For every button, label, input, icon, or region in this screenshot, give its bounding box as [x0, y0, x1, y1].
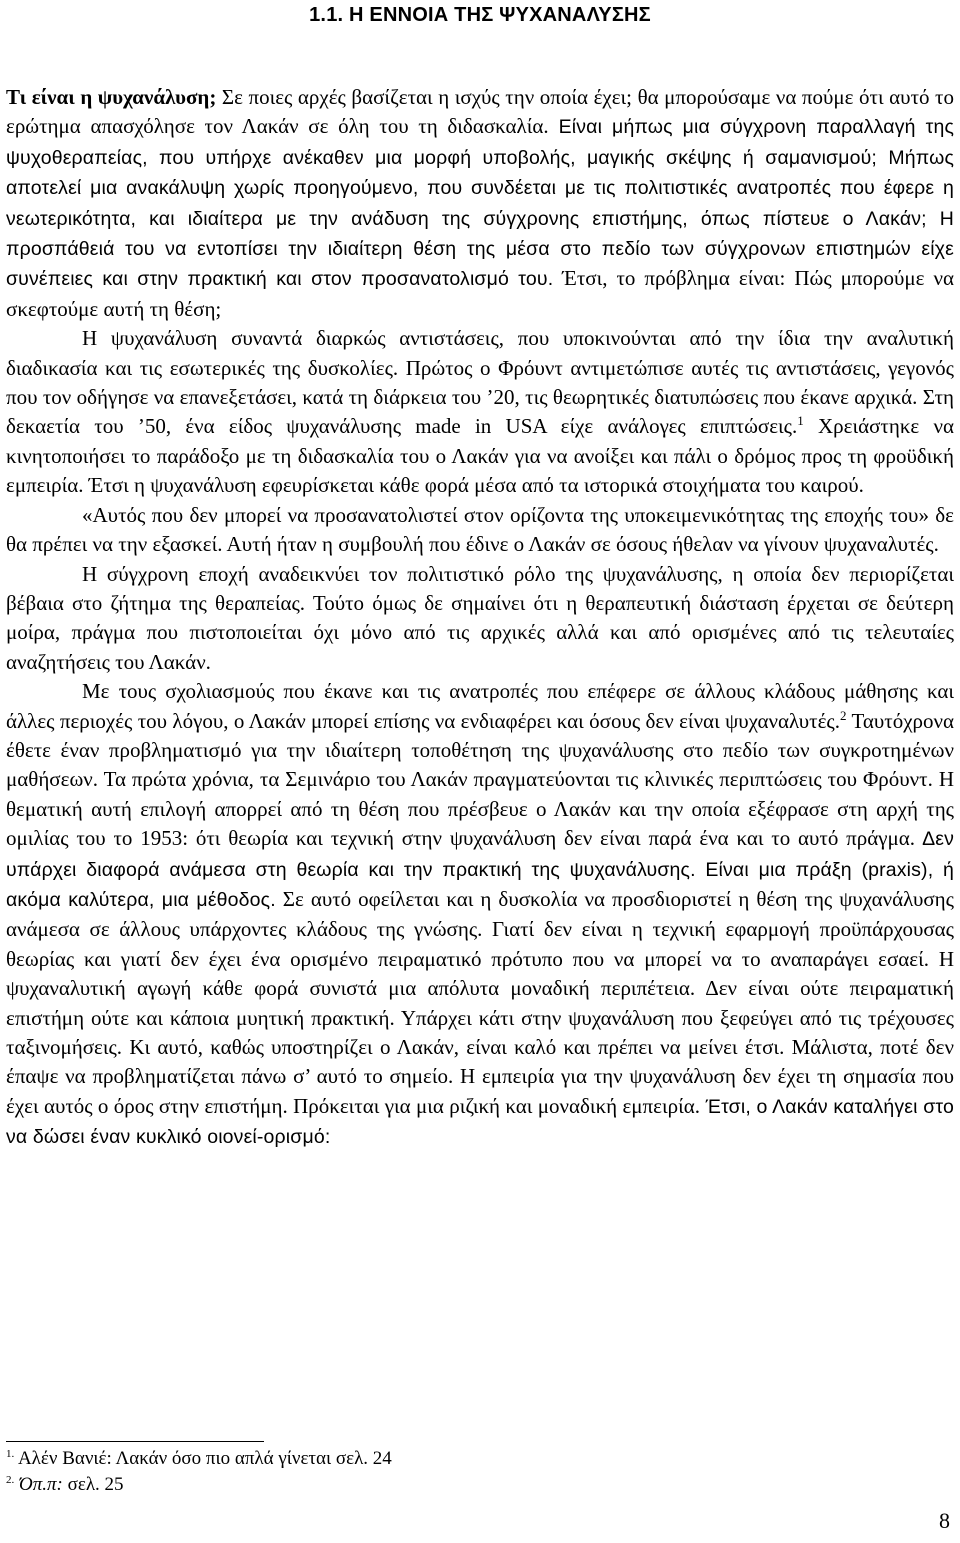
lead-question: Τι είναι η ψυχανάλυση; [6, 85, 217, 109]
paragraph-5-text-c: Δεν υπάρχει διαφορά ανάμεσα στη θεωρία και την πρακτική της ψυχανάλυσης. Είναι μια πράξη (praxis), ή ακόμα καλύτερα, μια μέθοδος. [6, 828, 954, 911]
paragraph-2-text-a: Η ψυχανάλυση συναντά διαρκώς αντιστάσεις, που υποκινούνται από την ίδια την αναλυτική διαδικασία και τις εσωτερικές της δυσκολίες. Πρώτος ο Φρόυντ αντιμετώπισε αυτές τις αντιστάσεις, γεγονός που τον οδήγησε να επανεξετάσει, κατά τη διάρκεια του ’20, τις θεωρητικές διατυπώσεις που έκανε αρχικά. Στη δεκαετία του ’50, ένα είδος ψυχανάλυσης made in USA είχε ανάλογες επιπτώσεις. [6, 326, 954, 439]
paragraph-2-text-b: Χρειάστηκε να κινητοποιήσει το παράδοξο με τη διδασκαλία του ο Λακάν για να ανοίξει και πάλι ο δρόμος προς τη φροϋδική εμπειρία. Έτσι η ψυχανάλυση εφευρίσκεται κάθε φορά μέσα από τα ιστορικά στοιχήματα του καιρού. [6, 414, 954, 498]
section-title: 1.1. Η ΕΝΝΟΙΑ ΤΗΣ ΨΥΧΑΝΑΛΥΣΗΣ [309, 4, 651, 26]
paragraph-1-text-b: Είναι μήπως μια σύγχρονη παραλλαγή της ψυχοθεραπείας, που υπήρχε ανέκαθεν μια μορφή υποβολής, μαγικής σκέψης ή σαμανισμού; Μήπως αποτελεί μια ανακάλυψη χωρίς προηγούμενο, που συνδέεται με τις πολιτιστικές ανατροπές που έφερε η νεωτερικότητα, και ιδιαίτερα με την ανάδυση της σύγχρονης επιστήμης, όπως πίστευε ο Λακάν; Η προσπάθειά του να εντοπίσει την ιδιαίτερη θέση της μέσα στο πεδίο των σύγχρονων επιστημών είχε συνέπειες και στην πρακτική και στον προσανατολισμό του. [6, 116, 954, 291]
paragraph-5 [6, 677, 954, 1153]
paragraph-2 [6, 324, 954, 500]
paragraph-1 [6, 83, 954, 324]
footnote-2-text: σελ. 25 [62, 1474, 124, 1495]
footnote-2 [6, 1472, 606, 1498]
paragraph-5-text-b: Ταυτόχρονα έθετε έναν προβληματισμό για την ιδιαίτερη τοποθέτηση της ψυχανάλυσης στο πεδίο των συγκροτημένων μαθήσεων. Τα πρώτα χρόνια, τα Σεμινάριο του Λακάν πραγματεύονται τις κλινικές περιπτώσεις του Φρόυντ. Η θεματική αυτή επιλογή απορρεί από τη θέση που πρέσβευε ο Λακάν και την οποία εξέφρασε στη αρχή της ομιλίας του το 1953: ότι θεωρία και τεχνική στην ψυχανάλυση δεν είναι παρά ένα και το αυτό πράγμα. [6, 708, 954, 851]
document-page [6, 0, 954, 1153]
paragraph-3: «Αυτός που δεν μπορεί να προσανατολιστεί στον ορίζοντα της υποκειμενικότητας της εποχής του» δε θα πρέπει να την εξασκεί. Αυτή ήταν η συμβουλή που έδινε ο Λακάν σε όσους ήθελαν να γίνουν ψυχαναλυτές. [6, 502, 954, 557]
footnote-1 [6, 1446, 606, 1472]
paragraph-4: Η σύγχρονη εποχή αναδεικνύει τον πολιτιστικό ρόλο της ψυχανάλυσης, η οποία δεν περιορίζεται βέβαια στο ζήτημα της θεραπείας. Τούτο όμως δε σημαίνει ότι η θεραπευτική διάσταση έρχεται σε δεύτερη μοίρα, πράγμα που πιστοποιείται όχι μόνο από τις αρχικές αλλά και από ορισμένες από τις τελευταίες αναζητήσεις του Λακάν. [6, 561, 954, 674]
paragraph-1-text-c: Έτσι, το πρόβλημα είναι: Πώς μπορούμε να σκεφτούμε αυτή τη θέση; [6, 266, 954, 321]
footnote-ref-1[interactable]: 1 [797, 413, 804, 429]
footnote-ref-2[interactable]: 2 [840, 707, 847, 723]
footnotes [6, 1441, 606, 1498]
page-number: 8 [939, 1508, 950, 1533]
paragraph-5-text-a: Με τους σχολιασμούς που έκανε και τις ανατροπές που επέφερε σε άλλους κλάδους μάθησης και άλλες περιοχές του λόγου, ο Λακάν μπορεί επίσης να ενδιαφέρει και όσους δεν είναι ψυχαναλυτές. [6, 679, 954, 733]
footnote-1-text: Αλέν Βανιέ: Λακάν όσο πιο απλά γίνεται σελ. 24 [14, 1448, 392, 1469]
paragraph-5-text-d: Σε αυτό οφείλεται και η δυσκολία να προσδιοριστεί η θέση της ψυχανάλυσης ανάμεσα σε άλλους υπάρχοντες κλάδους της γνώσης. Γιατί δεν είναι η τεχνική εφαρμογή προϋπάρχουσας θεωρίας και γιατί δεν έχει ένα ορισμένο πειραματικό πρότυπο που να μπορεί να το αναπαράγει εσαεί. Η ψυχαναλυτική αγωγή κάθε φορά συνιστά μια απόλυτα μοναδική περιπέτεια. Δεν είναι ούτε πειραματική επιστήμη ούτε και κάποια μυητική πρακτική. Υπάρχει κάτι στην ψυχανάλυση που ξεφεύγει από τις τρέχουσες ταξινομήσεις. Κι αυτό, καθώς υποστηρίζει ο Λακάν, είναι καλό και πρέπει να μείνει έτσι. Μάλιστα, ποτέ δεν έπαψε να προβληματίζεται πάνω σ’ αυτό το σημείο. Η εμπειρία για την ψυχανάλυση δεν έχει τη σημασία που έχει αυτός ο όρος στην επιστήμη. Πρόκειται για μια ριζική και μοναδική εμπειρία. [6, 886, 954, 1118]
paragraph-1-text-a: Σε ποιες αρχές βασίζεται η ισχύς την οποία έχει; θα μπορούσαμε να πούμε ότι αυτό το ερώτημα απασχόλησε τον Λακάν σε όλη του τη διδασκαλία. [6, 85, 955, 139]
footnote-2-ref: Όπ.π: [14, 1474, 63, 1495]
document-body [6, 83, 954, 1153]
paragraph-5-text-e: Έτσι, ο Λακάν καταλήγει στο να δώσει έναν κυκλικό οιονεί-ορισμό: [6, 1095, 954, 1149]
footnote-divider [6, 1441, 264, 1442]
footnote-1-number: 1. [6, 1448, 15, 1460]
footnote-2-number: 2. [6, 1474, 15, 1486]
